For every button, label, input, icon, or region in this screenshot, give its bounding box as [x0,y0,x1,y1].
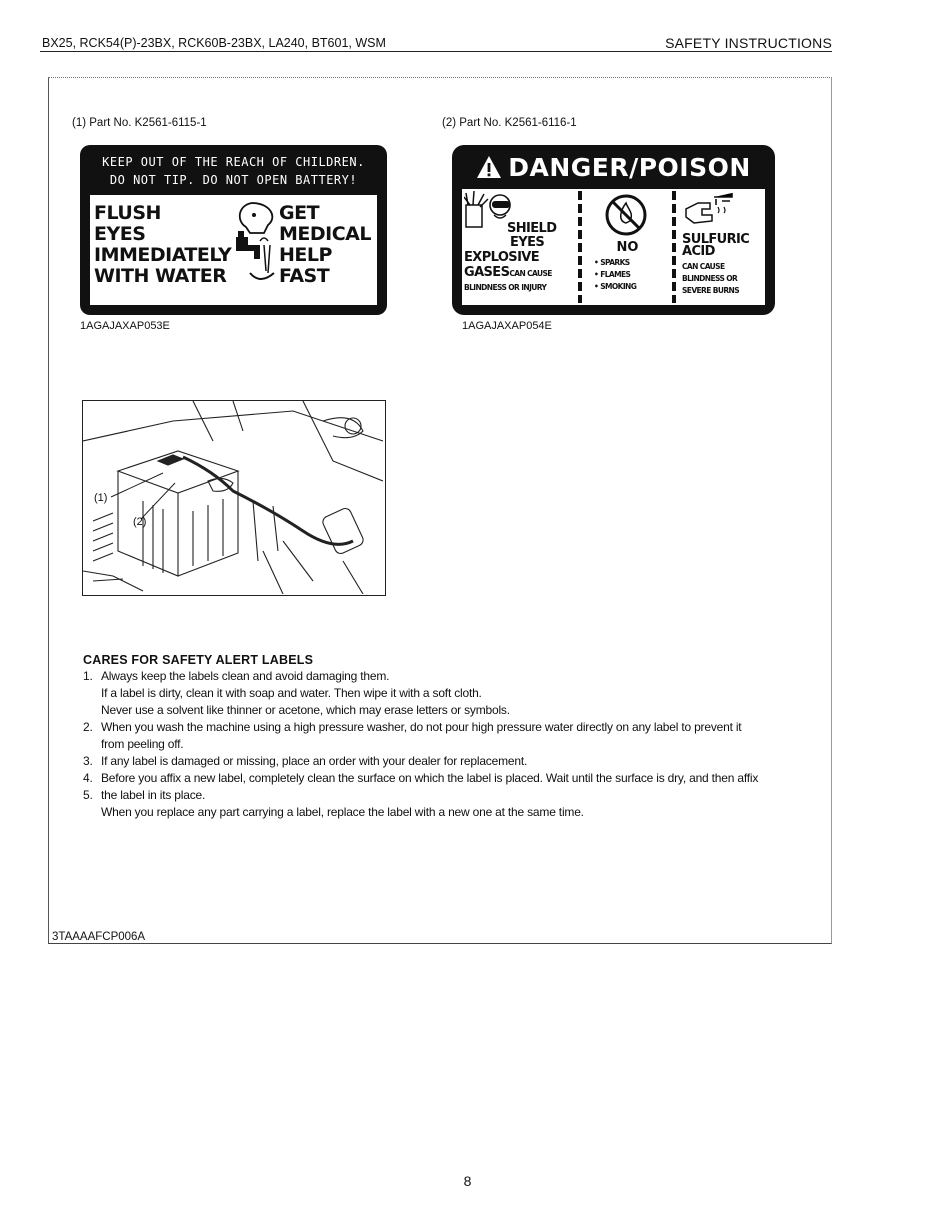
label1-left-line: EYES [94,223,146,245]
label2-panel [462,189,765,305]
list-item-continuation: Never use a solvent like thinner or acetone, which may erase letters or symbols. [101,703,510,717]
label2-part-number: (2) Part No. K2561-6116-1 [442,117,577,129]
label2-gases: GASES [464,265,510,280]
label2-no-item: • SMOKING [594,282,637,291]
label2-acid-line: SEVERE BURNS [682,286,740,295]
label1-right-line: FAST [279,265,330,287]
label2-eyes: EYES [510,235,545,250]
label1-right-line: HELP [279,244,332,266]
label2-no-list [594,257,636,293]
label1-right-line: GET [279,202,320,224]
list-item [83,787,828,804]
label2-code: 1AGAJAXAP054E [462,320,552,332]
label2-no-item: • FLAMES [594,270,631,279]
label2-gases-line [464,265,552,281]
label2-acid-warning [682,261,739,297]
list-item-number: 4. [83,771,93,785]
figure-code: 3TAAAAFCP006A [52,931,146,943]
list-item-continuation: When you replace any part carrying a label, replace the label with a new one at the same time. [101,805,584,819]
label2-shield: SHIELD [507,221,557,236]
label1-part-number: (1) Part No. K2561-6115-1 [72,117,207,129]
list-item-number: 3. [83,754,93,768]
label2-explosive: EXPLOSIVE [464,250,540,265]
label2-separator [672,191,676,303]
battery-warning-label [80,145,387,315]
label2-no: NO [616,240,639,255]
label2-acid-line: BLINDNESS OR [682,274,738,283]
callout-2: (2) [133,516,147,528]
label1-right-text [279,203,371,287]
label2-col-no-flames [584,189,671,305]
label1-top-text [80,153,387,189]
label2-title-bar [462,151,765,185]
header-section-title: SAFETY INSTRUCTIONS [665,35,832,51]
label2-col-explosive [462,189,577,305]
label2-title: DANGER/POISON [508,153,751,182]
label1-panel [90,195,377,305]
header-rule [40,51,832,52]
list-item [83,753,828,770]
label2-col-acid [678,189,765,305]
label1-top-line1: KEEP OUT OF THE REACH OF CHILDREN. [102,155,365,169]
label1-right-line: MEDICAL [279,223,371,245]
warning-triangle-icon [476,155,502,179]
list-item-text: When you wash the machine using a high pressure washer, do not pour high pressure water directly on any label to prevent it [101,720,742,734]
list-item [83,668,828,685]
cares-section-title: CARES FOR SAFETY ALERT LABELS [83,653,314,667]
list-item-number: 5. [83,788,93,802]
label1-code: 1AGAJAXAP053E [80,320,170,332]
label2-acid: ACID [682,244,715,259]
label1-left-line: FLUSH [94,202,161,224]
list-item-text: Before you affix a new label, completely clean the surface on which the label is placed. Wait until the surface is dry, and then affix [101,771,759,785]
list-item-continuation: If a label is dirty, clean it with soap and water. Then wipe it with a soft cloth. [101,686,482,700]
header-models: BX25, RCK54(P)-23BX, RCK60B-23BX, LA240, BT601, WSM [42,36,386,50]
list-item-text: the label in its place. [101,788,206,802]
danger-poison-label [452,145,775,315]
label1-left-line: IMMEDIATELY [94,244,232,266]
no-flames-icon [604,193,648,237]
list-item-text: Always keep the labels clean and avoid damaging them. [101,669,390,683]
page-number: 8 [463,1173,472,1189]
label2-sulfuric: SULFURIC [682,232,750,247]
battery-label-location-diagram [82,400,386,596]
cares-instruction-list [83,668,828,821]
label2-separator [578,191,582,303]
label2-acid-line: CAN CAUSE [682,262,725,271]
list-item-number: 1. [83,669,93,683]
label2-can-cause: CAN CAUSE [509,269,552,278]
label1-left-line: WITH WATER [94,265,227,287]
callout-1: (1) [94,492,108,504]
list-item-continuation: from peeling off. [101,737,184,751]
list-item-number: 2. [83,720,93,734]
label1-top-line2: DO NOT TIP. DO NOT OPEN BATTERY! [109,173,358,187]
label2-no-item: • SPARKS [594,258,630,267]
battery-illustration [83,401,384,594]
list-item-text: If any label is damaged or missing, place an order with your dealer for replacement. [101,754,528,768]
label1-left-text [94,203,231,287]
list-item [83,770,828,787]
label2-blindness: BLINDNESS OR INJURY [464,283,547,292]
acid-burn-hand-icon [684,191,736,231]
list-item [83,719,828,736]
